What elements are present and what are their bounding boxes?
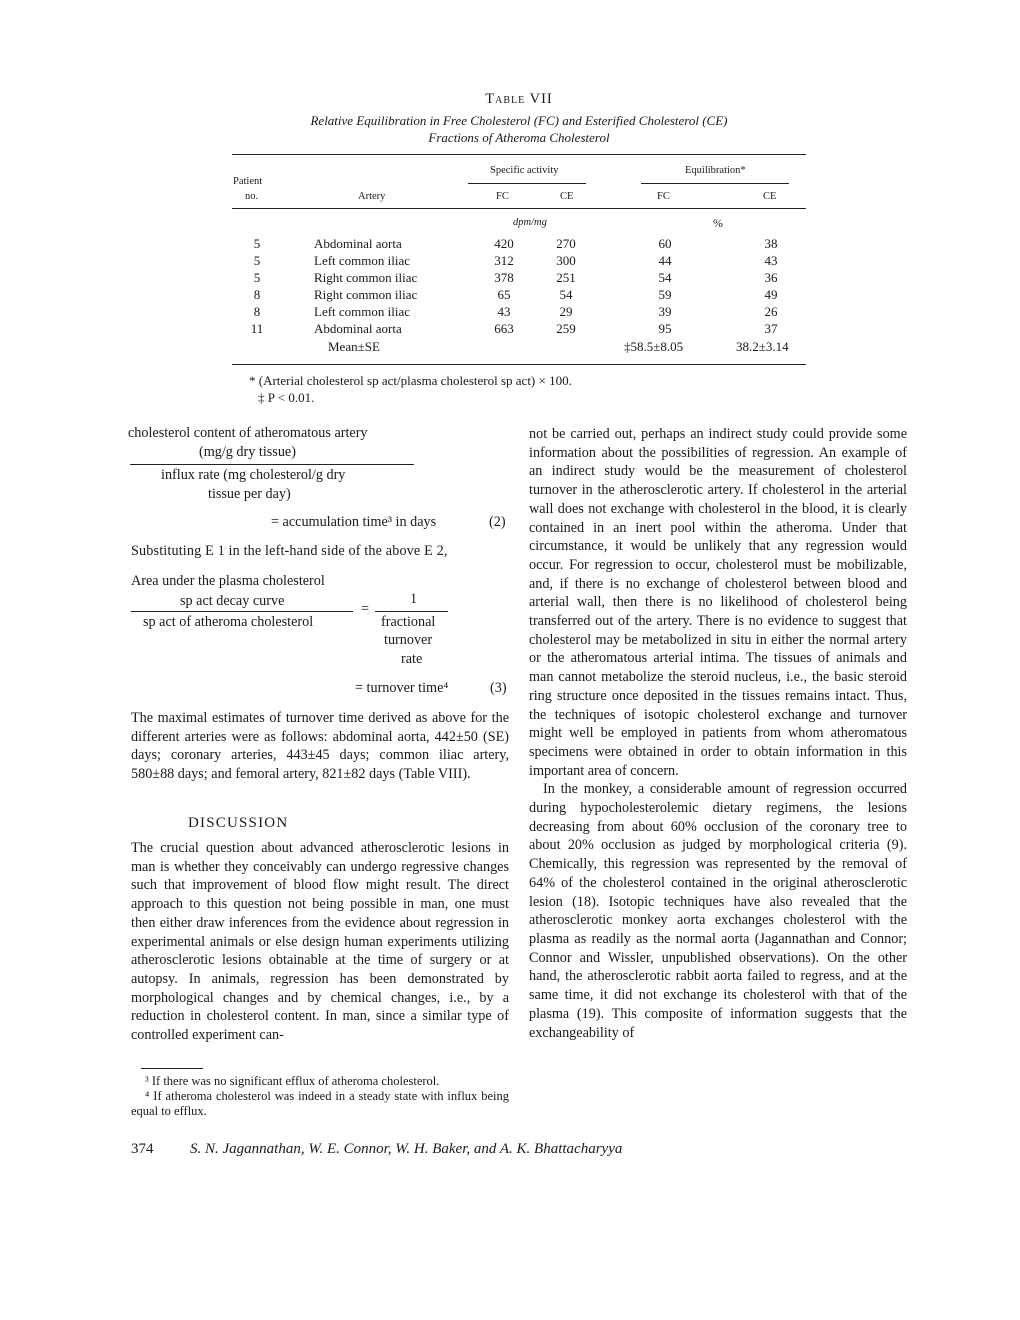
table-bottom-rule [232, 364, 806, 365]
eq3-right-denominator-line1: fractional [381, 614, 436, 630]
cell-patient: 8 [253, 304, 261, 319]
paragraph-discussion [131, 839, 509, 1045]
unit-eq: % [713, 216, 723, 230]
header-sa-fc: FC [496, 191, 509, 202]
header-sa-ce: CE [560, 191, 574, 202]
substitution-text: Substituting E 1 in the left-hand side of the above E 2, [131, 543, 448, 559]
table-caption-line1: Relative Equilibration in Free Cholesterol (FC) and Esterified Cholesterol (CE) [310, 113, 728, 128]
footnote-separator [141, 1068, 203, 1069]
cell-sa-ce: 54 [559, 287, 573, 302]
cell-mean-label: Mean±SE [328, 339, 380, 354]
header-sa-rule [468, 183, 586, 184]
cell-eq-fc: 54 [658, 270, 672, 285]
right-column [529, 425, 907, 1042]
footnote-4: ⁴ If atheroma cholesterol was indeed in a steady state with influx being equal to efflux. [131, 1089, 509, 1118]
header-bottom-rule [232, 208, 806, 209]
discussion-heading: DISCUSSION [188, 815, 289, 831]
cell-sa-fc: 65 [497, 287, 511, 302]
cell-patient: 8 [253, 287, 261, 302]
cell-sa-fc: 663 [494, 321, 514, 336]
eq3-right-denominator-line3: rate [401, 651, 423, 667]
header-specific-activity: Specific activity [490, 165, 559, 176]
cell-eq-ce: 26 [764, 304, 778, 319]
paragraph-monkey: In the monkey, a considerable amount of regression occurred during hypocholesterolemic dietary regimens, the lesions decreasing from about 60% occlusion of the coronary tree to about 20% occlusion as judged by morphological criteria (9). Chemically, this regression was represented by the removal of 64% of the cholesterol contained in the original atherosclerotic lesion (18). Isotopic techniques have also revealed that the atherosclerotic monkey aorta exchanges cholesterol with the plasma as readily as the normal aorta (Jagannathan and Connor; Connor and Wissler, unpublished observations). On the other hand, the atherosclerotic rabbit aorta failed to regress, and at the same time, it did not exchange its cholesterol with that of the plasma (19). This composite of information suggests that the exchangeability of [529, 781, 907, 1041]
cell-sa-ce: 300 [556, 253, 576, 268]
cell-eq-ce: 36 [764, 270, 778, 285]
table-title: Table VII [485, 91, 553, 107]
unit-sa: dpm/mg [513, 217, 547, 228]
eq3-left-fraction-bar [131, 611, 353, 612]
cell-artery: Abdominal aorta [314, 321, 402, 336]
cell-mean-eq-fc: ‡58.5±8.05 [624, 339, 684, 354]
eq3-rhs: = turnover time⁴ [355, 680, 449, 696]
cell-sa-ce: 29 [559, 304, 573, 319]
cell-artery: Right common iliac [314, 270, 418, 285]
running-footer-authors: S. N. Jagannathan, W. E. Connor, W. H. Baker, and A. K. Bhattacharyya [190, 1141, 623, 1157]
eq2-number: (2) [489, 514, 506, 530]
cell-sa-ce: 259 [556, 321, 576, 336]
eq2-numerator-line1: cholesterol content of atheromatous artery [128, 425, 368, 441]
paragraph-text: The crucial question about advanced atherosclerotic lesions in man is whether they conceivably can undergo regressive changes such that improvement of blood flow might result. The direct approach to this question not being possible in man, one must then either draw inferences from the evidence about regression in experimental animals or else design human experiments utilizing atherosclerotic lesions obtainable at the time of surgery or at autopsy. In animals, regression has been demonstrated by morphological changes and by chemical changes, i.e., by a reduction in cholesterol content. In man, since a similar type of controlled experiment can- [131, 840, 509, 1044]
eq3-numerator-line2: sp act decay curve [180, 593, 285, 609]
eq2-numerator-line2: (mg/g dry tissue) [199, 444, 296, 460]
table-caption [232, 112, 806, 146]
cell-artery: Abdominal aorta [314, 236, 402, 251]
table-caption-line2: Fractions of Atheroma Cholesterol [428, 130, 610, 145]
cell-sa-ce: 251 [556, 270, 576, 285]
page-number: 374 [131, 1141, 154, 1157]
header-eq-rule [641, 183, 789, 184]
cell-eq-fc: 59 [658, 287, 672, 302]
cell-patient: 5 [253, 270, 261, 285]
eq3-numerator-line1: Area under the plasma cholesterol [131, 573, 325, 589]
cell-patient: 11 [250, 321, 264, 336]
cell-sa-fc: 43 [497, 304, 511, 319]
eq3-right-numerator: 1 [410, 591, 418, 607]
header-eq-fc: FC [657, 191, 670, 202]
cell-eq-fc: 44 [658, 253, 672, 268]
eq3-equals: = [361, 601, 370, 617]
cell-eq-ce: 37 [764, 321, 778, 336]
cell-artery: Left common iliac [314, 253, 411, 268]
paragraph-indirect-study: not be carried out, perhaps an indirect study could provide some information about the possibilities of regression. An example of an indirect study would be the measurement of cholesterol turnover in the atherosclerotic artery. If cholesterol in the arterial wall does not exchange with cholesterol in the blood, it is clearly contained in an inert pool within the atheroma. Under that circumstance, it would be unlikely that any regression would occur. For regression to occur, cholesterol must be mobilizable, and, if there is no exchange of cholesterol between blood and arterial wall, then there is no likelihood of cholesterol being transferred out of the artery. There is no evidence to suggest that cholesterol may be metabolized in situ in either the normal artery or the atheromatous arterial intima. The tissues of animals and man cannot metabolize the steroid nucleus, i.e., the basic steroid ring structure once deposited in the tissues remains intact. Thus, the techniques of isotopic cholesterol exchange and turnover might well be employed in patients from whom atheromatous specimens were obtained in order to obtain information in this important area of concern. [529, 426, 907, 779]
cell-sa-fc: 378 [494, 270, 514, 285]
eq3-number: (3) [490, 680, 507, 696]
cell-sa-ce: 270 [556, 236, 576, 251]
cell-patient: 5 [253, 253, 261, 268]
eq2-denominator-line1: influx rate (mg cholesterol/g dry [161, 467, 346, 483]
eq2-rhs: = accumulation time³ in days [271, 514, 437, 530]
paragraph-text: The maximal estimates of turnover time derived as above for the different arteries were as follows: abdominal aorta, 442±50 (SE) days; coronary arteries, 443±45 days; common iliac artery, 580±88 days; and femoral artery, 821±82 days (Table VIII). [131, 710, 509, 783]
table-footnote-asterisk: * (Arterial cholesterol sp act/plasma cholesterol sp act) × 100. [249, 373, 572, 388]
cell-artery: Left common iliac [314, 304, 411, 319]
cell-eq-ce: 38 [764, 236, 778, 251]
header-artery: Artery [358, 191, 386, 202]
eq3-right-denominator-line2: turnover [384, 632, 433, 648]
table-top-rule [232, 154, 806, 155]
eq3-right-fraction-bar [375, 611, 448, 612]
header-eq-ce: CE [763, 191, 777, 202]
cell-artery: Right common iliac [314, 287, 418, 302]
cell-eq-ce: 43 [764, 253, 778, 268]
cell-eq-fc: 39 [658, 304, 672, 319]
paragraph-maximal-estimates [131, 709, 509, 784]
eq3-denominator: sp act of atheroma cholesterol [143, 614, 314, 630]
header-patient-no: no. [245, 191, 259, 202]
cell-mean-eq-ce: 38.2±3.14 [736, 339, 789, 354]
cell-patient: 5 [253, 236, 261, 251]
cell-sa-fc: 312 [494, 253, 514, 268]
cell-eq-fc: 60 [658, 236, 672, 251]
cell-eq-fc: 95 [658, 321, 672, 336]
footnote-3: ³ If there was no significant efflux of atheroma cholesterol. [145, 1074, 440, 1088]
table-footnote-double-dagger: ‡ P < 0.01. [258, 390, 315, 405]
cell-sa-fc: 420 [494, 236, 514, 251]
cell-eq-ce: 49 [764, 287, 778, 302]
header-equilibration: Equilibration* [685, 165, 746, 176]
header-patient: Patient [233, 176, 263, 187]
eq2-fraction-bar [130, 464, 414, 465]
eq2-denominator-line2: tissue per day) [208, 486, 291, 502]
